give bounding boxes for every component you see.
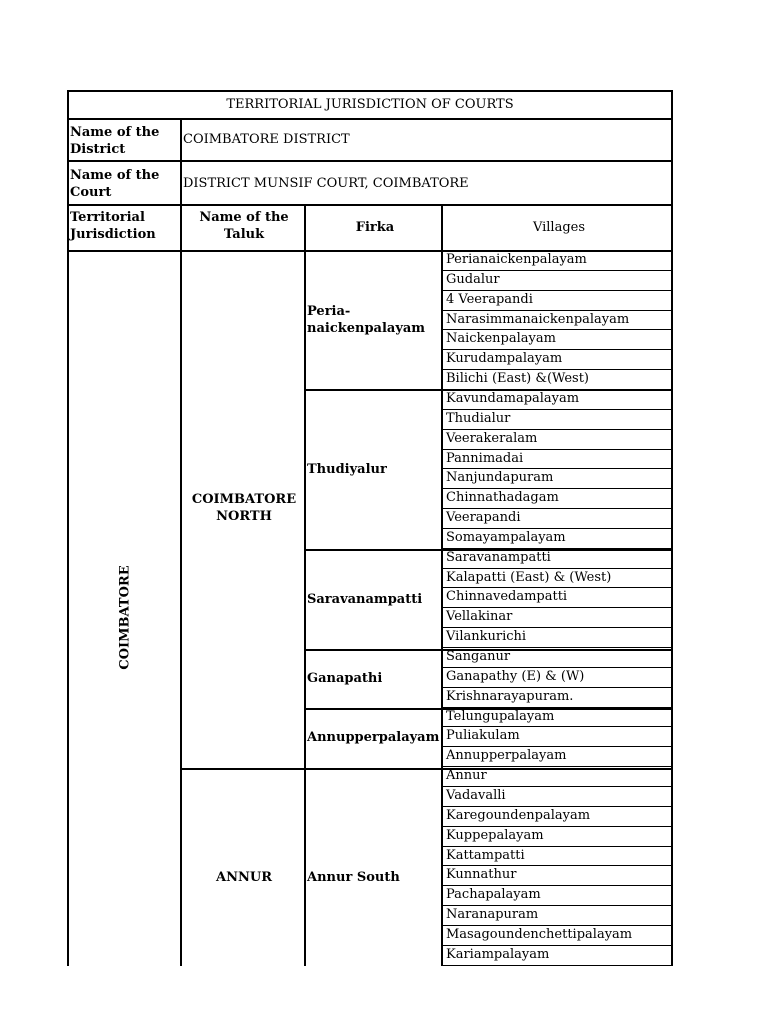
village-item: Chinnathadagam xyxy=(446,490,559,506)
village-item: Puliakulam xyxy=(446,728,520,744)
firka-name: Saravanampatti xyxy=(307,592,423,607)
village-item: Kunnathur xyxy=(446,867,517,883)
taluk-name: ANNUR xyxy=(216,870,272,885)
village-item: Pachapalayam xyxy=(446,887,541,903)
village-item: Veerapandi xyxy=(446,510,521,526)
village-item: Naranapuram xyxy=(446,907,539,923)
column-line xyxy=(441,204,443,966)
village-item: Thudialur xyxy=(446,410,511,426)
taluk-name: COIMBATORE NORTH xyxy=(191,492,297,524)
village-item: Kalapatti (East) & (West) xyxy=(446,569,612,585)
village-item: Vellakinar xyxy=(446,609,513,625)
village-item: Nanjundapuram xyxy=(446,470,554,486)
header-jurisdiction: Territorial Jurisdiction xyxy=(70,210,156,242)
village-item: Bilichi (East) &(West) xyxy=(446,371,589,387)
column-line xyxy=(180,118,182,966)
district-value: COIMBATORE DISTRICT xyxy=(183,132,350,147)
firka-name: Ganapathi xyxy=(307,671,383,686)
village-item: Sanganur xyxy=(446,649,511,664)
village-item: Pannimadai xyxy=(446,450,524,466)
village-item: Vilankurichi xyxy=(446,629,527,645)
header-villages: Villages xyxy=(532,220,586,235)
divider xyxy=(69,204,671,206)
jurisdiction-table xyxy=(67,90,673,966)
village-item: Perianaickenpalayam xyxy=(446,252,587,267)
header-firka: Firka xyxy=(355,220,395,235)
village-item: Somayampalayam xyxy=(446,529,566,545)
village-item: Kuppepalayam xyxy=(446,827,544,843)
divider xyxy=(69,160,671,162)
village-item: Veerakeralam xyxy=(446,430,538,446)
village-item: Karegoundenpalayam xyxy=(446,807,591,823)
district-label: Name of the District xyxy=(70,125,160,157)
divider xyxy=(69,118,671,120)
court-label: Name of the Court xyxy=(70,168,160,200)
village-item: Telungupalayam xyxy=(446,708,555,724)
court-value: DISTRICT MUNSIF COURT, COIMBATORE xyxy=(183,176,469,191)
village-item: Annupperpalayam xyxy=(446,748,567,764)
village-item: Narasimmanaickenpalayam xyxy=(446,311,630,327)
village-divider xyxy=(441,965,671,966)
header-taluk: Name of the Taluk xyxy=(199,210,289,242)
village-item: Naickenpalayam xyxy=(446,331,556,347)
village-item: Chinnavedampatti xyxy=(446,589,568,605)
village-item: Kurudampalayam xyxy=(446,351,563,367)
village-item: Ganapathy (E) & (W) xyxy=(446,668,585,684)
village-item: Krishnarayapuram. xyxy=(446,688,574,704)
village-item: Gudalur xyxy=(446,271,500,287)
village-item: Kavundamapalayam xyxy=(446,390,580,406)
village-item: Masagoundenchettipalayam xyxy=(446,926,633,942)
firka-name: Peria- naickenpalayam xyxy=(307,304,426,336)
village-item: Kariampalayam xyxy=(446,946,550,962)
village-item: Vadavalli xyxy=(446,787,506,803)
village-item: Kattampatti xyxy=(446,847,525,863)
village-item: Annur xyxy=(446,768,487,784)
village-item: 4 Veerapandi xyxy=(446,291,533,307)
village-item: Saravanampatti xyxy=(446,549,551,565)
column-line xyxy=(304,204,306,966)
firka-name: Annur South xyxy=(307,870,400,885)
firka-name: Annupperpalayam xyxy=(307,730,440,745)
jurisdiction-name: COIMBATORE xyxy=(117,565,133,670)
firka-name: Thudiyalur xyxy=(307,462,387,477)
table-title: TERRITORIAL JURISDICTION OF COURTS xyxy=(226,97,514,112)
